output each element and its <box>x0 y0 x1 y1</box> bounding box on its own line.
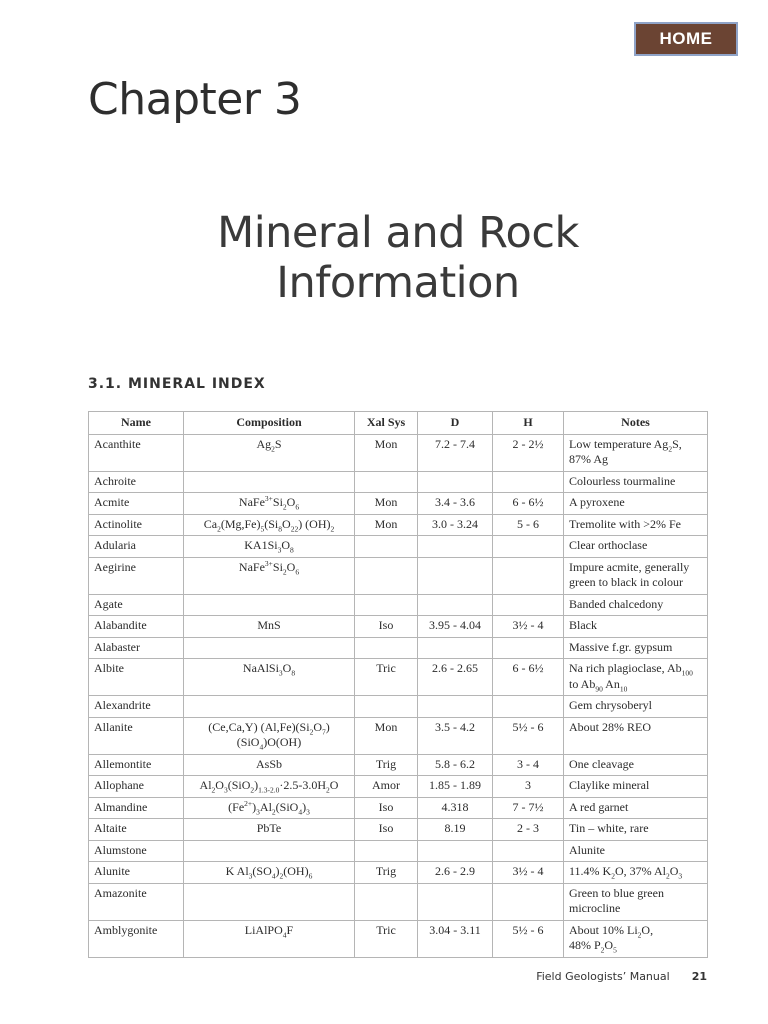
cell-density: 3.5 - 4.2 <box>418 717 493 754</box>
cell-notes: Massive f.gr. gypsum <box>564 637 708 659</box>
cell-composition <box>184 840 355 862</box>
header-xal-sys: Xal Sys <box>355 412 418 435</box>
cell-notes: Impure acmite, generally green to black in colour <box>564 557 708 594</box>
cell-xal-sys: Mon <box>355 514 418 536</box>
page-footer <box>536 970 707 983</box>
cell-density: 7.2 - 7.4 <box>418 434 493 471</box>
cell-name: Alabaster <box>89 637 184 659</box>
page-number: 21 <box>691 970 707 983</box>
cell-hardness: 3½ - 4 <box>493 862 564 884</box>
cell-xal-sys <box>355 594 418 616</box>
cell-density <box>418 696 493 718</box>
cell-xal-sys <box>355 471 418 493</box>
cell-composition: $NaFe^{3+}Si_2O_6$ <box>184 557 355 594</box>
header-notes: Notes <box>564 412 708 435</box>
cell-name: Allanite <box>89 717 184 754</box>
cell-density: 8.19 <box>418 819 493 841</box>
header-h: H <box>493 412 564 435</box>
cell-composition: (Ce,Ca,Y) $(Al,Fe)(Si_2O_7)$ (SiO$_4$)O(OH) <box>184 717 355 754</box>
cell-density: 5.8 - 6.2 <box>418 754 493 776</box>
table-header-row <box>89 412 708 435</box>
chapter-heading: Chapter 3 <box>88 74 302 125</box>
cell-density: 1.85 - 1.89 <box>418 776 493 798</box>
cell-hardness <box>493 594 564 616</box>
cell-notes: Alunite <box>564 840 708 862</box>
cell-name: Alumstone <box>89 840 184 862</box>
cell-notes: A pyroxene <box>564 493 708 515</box>
table-row <box>89 883 708 920</box>
cell-xal-sys: Tric <box>355 659 418 696</box>
cell-xal-sys: Amor <box>355 776 418 798</box>
cell-notes: Green to blue green microcline <box>564 883 708 920</box>
cell-composition: LiAlPO$_4$F <box>184 920 355 957</box>
table-body <box>89 434 708 957</box>
cell-xal-sys: Mon <box>355 717 418 754</box>
cell-xal-sys <box>355 637 418 659</box>
cell-density: 2.6 - 2.9 <box>418 862 493 884</box>
cell-hardness: 2 - 3 <box>493 819 564 841</box>
cell-notes: Tremolite with >2% Fe <box>564 514 708 536</box>
cell-density: 3.4 - 3.6 <box>418 493 493 515</box>
cell-xal-sys: Mon <box>355 493 418 515</box>
cell-notes: Gem chrysoberyl <box>564 696 708 718</box>
table-row <box>89 696 708 718</box>
cell-density: 4.318 <box>418 797 493 819</box>
cell-density <box>418 637 493 659</box>
cell-name: Amazonite <box>89 883 184 920</box>
cell-hardness <box>493 696 564 718</box>
cell-hardness <box>493 536 564 558</box>
table-row <box>89 840 708 862</box>
cell-xal-sys <box>355 557 418 594</box>
header-name: Name <box>89 412 184 435</box>
table-row <box>89 776 708 798</box>
table-row <box>89 754 708 776</box>
cell-composition <box>184 637 355 659</box>
cell-density <box>418 883 493 920</box>
cell-composition <box>184 594 355 616</box>
cell-composition <box>184 883 355 920</box>
cell-xal-sys: Iso <box>355 616 418 638</box>
cell-notes: Clear orthoclase <box>564 536 708 558</box>
cell-notes: Black <box>564 616 708 638</box>
cell-notes: Colourless tourmaline <box>564 471 708 493</box>
cell-name: Aegirine <box>89 557 184 594</box>
cell-notes: One cleavage <box>564 754 708 776</box>
cell-xal-sys: Tric <box>355 920 418 957</box>
table-row <box>89 819 708 841</box>
cell-density: 3.0 - 3.24 <box>418 514 493 536</box>
cell-hardness: 3½ - 4 <box>493 616 564 638</box>
cell-hardness: 5½ - 6 <box>493 920 564 957</box>
table-row <box>89 594 708 616</box>
cell-composition: $KA1Si_3O_8$ <box>184 536 355 558</box>
cell-hardness: 3 - 4 <box>493 754 564 776</box>
cell-notes: Na rich plagioclase, $Ab_{100}$ to $Ab_{90}$ $An_{10}$ <box>564 659 708 696</box>
table-row <box>89 434 708 471</box>
cell-hardness: 2 - 2½ <box>493 434 564 471</box>
cell-name: Alabandite <box>89 616 184 638</box>
cell-hardness <box>493 840 564 862</box>
cell-density <box>418 840 493 862</box>
cell-xal-sys <box>355 696 418 718</box>
mineral-index-table <box>88 411 708 958</box>
table-row <box>89 471 708 493</box>
table-row <box>89 717 708 754</box>
cell-hardness <box>493 557 564 594</box>
cell-density <box>418 536 493 558</box>
cell-hardness: 5½ - 6 <box>493 717 564 754</box>
cell-name: Actinolite <box>89 514 184 536</box>
cell-name: Acmite <box>89 493 184 515</box>
cell-name: Agate <box>89 594 184 616</box>
header-composition: Composition <box>184 412 355 435</box>
table-row <box>89 616 708 638</box>
cell-composition: $(Fe^{2+})_3Al_2(SiO_4)_3$ <box>184 797 355 819</box>
cell-name: Altaite <box>89 819 184 841</box>
table-row <box>89 920 708 957</box>
cell-name: Alunite <box>89 862 184 884</box>
cell-hardness <box>493 883 564 920</box>
book-title: Field Geologists’ Manual <box>536 970 670 983</box>
page-title <box>0 208 768 308</box>
title-line-2: Information <box>276 258 520 308</box>
cell-hardness <box>493 471 564 493</box>
cell-xal-sys <box>355 840 418 862</box>
cell-notes: A red garnet <box>564 797 708 819</box>
table-row <box>89 862 708 884</box>
cell-notes: Low temperature $Ag_2S$, 87% Ag <box>564 434 708 471</box>
cell-notes: Banded chalcedony <box>564 594 708 616</box>
cell-xal-sys: Iso <box>355 797 418 819</box>
title-line-1: Mineral and Rock <box>217 208 579 258</box>
cell-composition: $Ca_2(Mg,Fe)_5(Si_8O_{22})$ $(OH)_2$ <box>184 514 355 536</box>
cell-notes: 11.4% $K_2O$, 37% $Al_2O_3$ <box>564 862 708 884</box>
cell-name: Adularia <box>89 536 184 558</box>
section-heading: 3.1. MINERAL INDEX <box>88 376 266 392</box>
cell-name: Allophane <box>89 776 184 798</box>
cell-composition <box>184 696 355 718</box>
cell-notes: About 28% REO <box>564 717 708 754</box>
cell-name: Achroite <box>89 471 184 493</box>
cell-composition: $Ag_2S$ <box>184 434 355 471</box>
cell-hardness <box>493 637 564 659</box>
cell-density <box>418 557 493 594</box>
cell-xal-sys <box>355 536 418 558</box>
cell-density: 2.6 - 2.65 <box>418 659 493 696</box>
cell-hardness: 5 - 6 <box>493 514 564 536</box>
cell-density: 3.04 - 3.11 <box>418 920 493 957</box>
cell-xal-sys: Trig <box>355 754 418 776</box>
cell-notes: Tin – white, rare <box>564 819 708 841</box>
cell-composition: K $Al_3(SO_4)_2(OH)_6$ <box>184 862 355 884</box>
cell-hardness: 6 - 6½ <box>493 659 564 696</box>
table-row <box>89 637 708 659</box>
cell-xal-sys: Trig <box>355 862 418 884</box>
cell-composition: MnS <box>184 616 355 638</box>
header-d: D <box>418 412 493 435</box>
cell-notes: Claylike mineral <box>564 776 708 798</box>
cell-composition <box>184 471 355 493</box>
table-row <box>89 659 708 696</box>
cell-name: Acanthite <box>89 434 184 471</box>
cell-xal-sys <box>355 883 418 920</box>
table-row <box>89 557 708 594</box>
cell-composition: $NaFe^{3+}Si_2O_6$ <box>184 493 355 515</box>
cell-hardness: 3 <box>493 776 564 798</box>
table-row <box>89 797 708 819</box>
cell-name: Alexandrite <box>89 696 184 718</box>
cell-density: 3.95 - 4.04 <box>418 616 493 638</box>
cell-composition: AsSb <box>184 754 355 776</box>
cell-density <box>418 471 493 493</box>
cell-composition: $Al_2O_3(SiO_2)_{1.3-2.0}\cdot 2.5-3.0H_2O$ <box>184 776 355 798</box>
cell-name: Almandine <box>89 797 184 819</box>
cell-name: Amblygonite <box>89 920 184 957</box>
cell-hardness: 6 - 6½ <box>493 493 564 515</box>
cell-hardness: 7 - 7½ <box>493 797 564 819</box>
cell-composition: $NaAlSi_3O_8$ <box>184 659 355 696</box>
cell-xal-sys: Mon <box>355 434 418 471</box>
cell-xal-sys: Iso <box>355 819 418 841</box>
table-row <box>89 536 708 558</box>
cell-density <box>418 594 493 616</box>
cell-name: Allemontite <box>89 754 184 776</box>
table-row <box>89 514 708 536</box>
cell-composition: PbTe <box>184 819 355 841</box>
cell-notes: About 10% $Li_2O$, 48% $P_2O_5$ <box>564 920 708 957</box>
home-button[interactable]: HOME <box>634 22 738 56</box>
cell-name: Albite <box>89 659 184 696</box>
table-row <box>89 493 708 515</box>
